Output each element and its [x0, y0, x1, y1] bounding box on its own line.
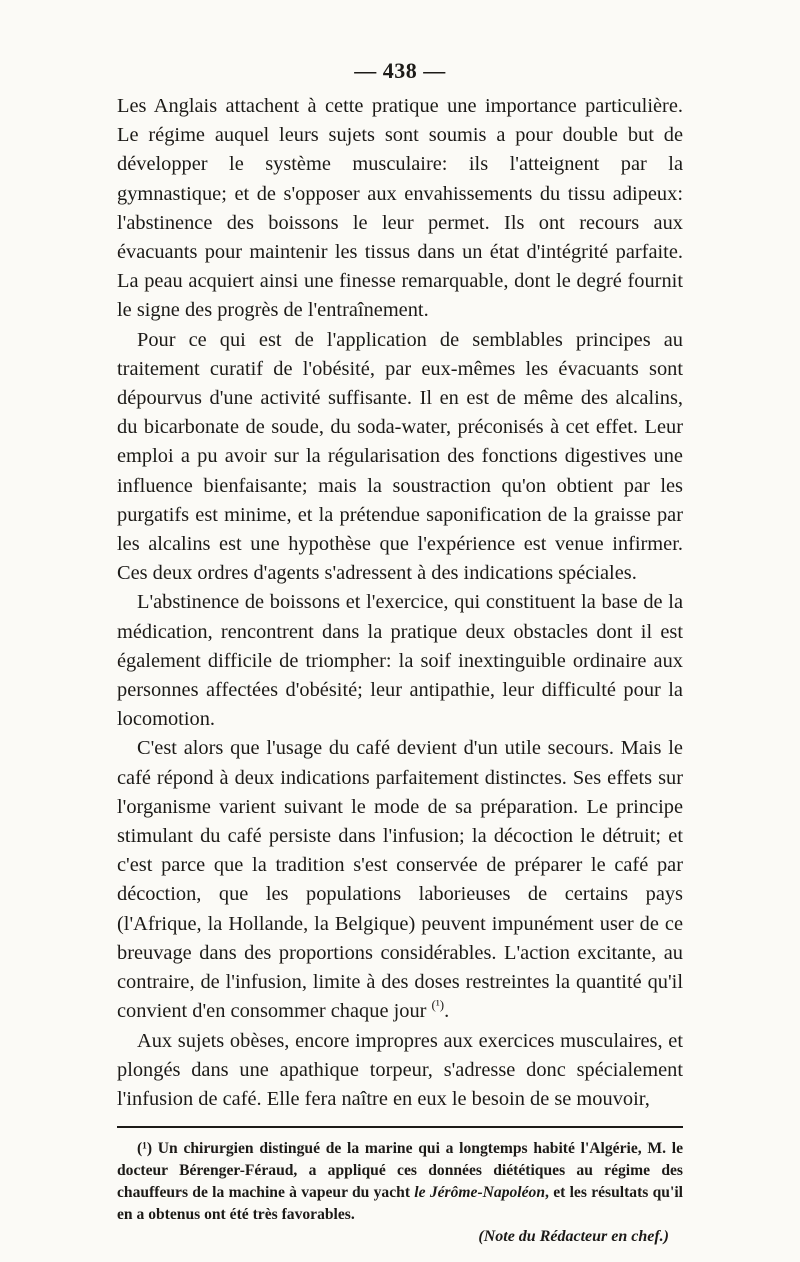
footnote-text-2: , et les résultats qu'il en a obtenus ont été très favorables. [117, 1184, 683, 1224]
paragraph-2: Pour ce qui est de l'application de semblables principes au traitement curatif de l'obésité, par eux-mêmes les évacuants sont dépourvus d'une activité suffisante. Il en est de même des alcalins, du bicarbonate de soude, du soda-water, préconisés à cet effet. Leur emploi a pu avoir sur la régularisation des fonctions digestives une influence bienfaisante; mais la soustraction qu'on obtient par les purgatifs est minime, et la prétendue saponification de la graisse par les alcalins est une hypothèse que l'expérience est venue infirmer. Ces deux ordres d'agents s'adressent à des indications spéciales. [117, 328, 683, 585]
page-number: — 438 — [354, 58, 446, 83]
editor-note: (Note du Rédacteur en chef.) [478, 1228, 669, 1246]
footnote-divider [117, 1126, 683, 1128]
paragraph-5: Aux sujets obèses, encore impropres aux exercices musculaires, et plongés dans une apathique torpeur, s'adresse donc spécialement l'infusion de café. Elle fera naître en eux le besoin de se mouvoir, [117, 1029, 683, 1110]
paragraph-4-text: C'est alors que l'usage du café devient d'un utile secours. Mais le café répond à deux indications parfaitement distinctes. Ses effets sur l'organisme varient suivant le mode de sa préparation. Le principe stimulant du café persiste dans l'infusion; la décoction le détruit; et c'est parce que la tradition s'est conservée de préparer le café par décoction, que les populations laborieuses de certains pays (l'Afrique, la Hollande, la Belgique) peuvent impunément user de ce breuvage dans des proportions considérables. L'action excitante, au contraire, de l'infusion, limite à des doses restreintes la quantité qu'il convient d'en consommer chaque jour [117, 737, 683, 1023]
footnote-text-1: Un chirurgien distingué de la marine qui a longtemps habité l'Algérie, M. le docteur Bérenger-Féraud, a appliqué ces données diététiques au régime des chauffeurs de la machine à vapeur du yacht [117, 1140, 683, 1202]
body-text [117, 92, 683, 1114]
paragraph-1: Les Anglais attachent à cette pratique une importance particulière. Le régime auquel leurs sujets sont soumis a pour double but de développer le système musculaire: ils l'atteignent par la gymnastique; et de s'opposer aux envahissements du tissu adipeux: l'abstinence des boissons le leur permet. Ils ont recours aux évacuants pour maintenir les tissus dans un état d'intégrité parfaite. La peau acquiert ainsi une finesse remarquable, dont le degré fournit le signe des progrès de l'entraînement. [117, 95, 683, 322]
footnote-marker: (¹) [137, 1140, 153, 1158]
footnote-1 [117, 1138, 683, 1226]
footnote-ship-name: le Jérôme-Napoléon [414, 1184, 546, 1202]
paragraph-4 [117, 734, 683, 1026]
paragraph-3: L'abstinence de boissons et l'exercice, qui constituent la base de la médication, rencontrent dans la pratique deux obstacles dont il est également difficile de triompher: la soif inextinguible ordinaire aux personnes affectées d'obésité; leur antipathie, leur difficulté pour la locomotion. [117, 591, 683, 731]
footnote-reference[interactable]: (¹) [431, 997, 445, 1013]
paragraph-4-end: . [444, 1000, 450, 1023]
book-page [117, 58, 683, 1246]
footnotes [117, 1138, 683, 1246]
